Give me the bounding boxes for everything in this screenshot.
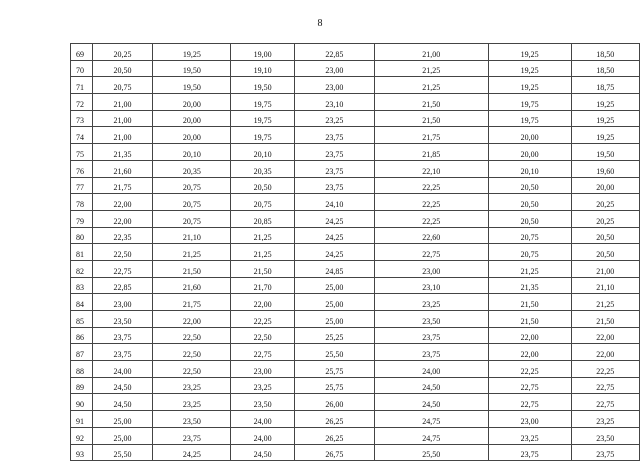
table-row [71,127,640,144]
value-cell: 22,00 [488,344,571,361]
row-index-cell: 86 [71,327,93,344]
value-cell: 23,00 [92,294,153,311]
value-cell: 24,50 [92,394,153,411]
value-cell: 25,00 [294,277,374,294]
row-index-cell: 90 [71,394,93,411]
value-cell: 22,00 [571,327,639,344]
value-cell: 25,00 [294,294,374,311]
value-cell: 21,10 [571,277,639,294]
table-row [71,277,640,294]
row-index-cell: 87 [71,344,93,361]
table-body [71,44,640,461]
value-cell: 22,75 [488,394,571,411]
value-cell: 22,00 [92,210,153,227]
value-cell: 21,50 [488,311,571,328]
value-cell: 21,25 [374,60,488,77]
value-cell: 21,25 [488,260,571,277]
value-cell: 23,00 [294,77,374,94]
value-cell: 20,50 [571,227,639,244]
value-cell: 20,10 [488,160,571,177]
row-index-cell: 73 [71,110,93,127]
table-row [71,377,640,394]
value-cell: 22,85 [92,277,153,294]
row-index-cell: 85 [71,311,93,328]
value-cell: 20,00 [488,144,571,161]
value-cell: 23,00 [294,60,374,77]
value-cell: 24,50 [374,377,488,394]
value-cell: 22,50 [153,344,231,361]
value-cell: 23,75 [571,444,639,461]
value-cell: 21,00 [92,127,153,144]
row-index-cell: 92 [71,427,93,444]
table-row [71,244,640,261]
value-cell: 25,00 [294,311,374,328]
value-cell: 19,25 [488,60,571,77]
value-cell: 23,75 [294,160,374,177]
value-cell: 21,00 [374,44,488,61]
value-cell: 19,25 [571,94,639,111]
value-cell: 25,50 [294,344,374,361]
value-cell: 21,50 [374,110,488,127]
value-cell: 25,75 [294,361,374,378]
value-cell: 20,00 [488,127,571,144]
value-cell: 23,25 [374,294,488,311]
value-cell: 24,85 [294,260,374,277]
value-cell: 20,85 [231,210,295,227]
table-row [71,210,640,227]
value-cell: 24,00 [231,427,295,444]
value-cell: 20,75 [92,77,153,94]
table-row [71,194,640,211]
table-row [71,177,640,194]
table-row [71,411,640,428]
value-cell: 21,50 [374,94,488,111]
value-cell: 23,25 [571,411,639,428]
value-cell: 18,50 [571,60,639,77]
table-row [71,294,640,311]
table-row [71,361,640,378]
row-index-cell: 84 [71,294,93,311]
table-row [71,160,640,177]
value-cell: 23,75 [92,327,153,344]
value-cell: 26,00 [294,394,374,411]
row-index-cell: 72 [71,94,93,111]
value-cell: 20,75 [488,244,571,261]
value-cell: 22,75 [231,344,295,361]
value-cell: 23,50 [571,427,639,444]
value-cell: 21,25 [231,244,295,261]
value-cell: 25,00 [92,411,153,428]
value-cell: 19,25 [571,110,639,127]
value-cell: 23,25 [153,377,231,394]
value-cell: 23,50 [374,311,488,328]
value-cell: 21,75 [92,177,153,194]
value-cell: 18,50 [571,44,639,61]
value-cell: 21,00 [92,110,153,127]
value-cell: 19,25 [571,127,639,144]
value-cell: 20,75 [153,177,231,194]
row-index-cell: 82 [71,260,93,277]
value-cell: 21,35 [92,144,153,161]
row-index-cell: 80 [71,227,93,244]
value-cell: 22,50 [92,244,153,261]
value-cell: 22,25 [571,361,639,378]
value-cell: 20,75 [153,210,231,227]
table-row [71,94,640,111]
value-cell: 23,50 [153,411,231,428]
table-row [71,311,640,328]
value-cell: 24,75 [374,427,488,444]
value-cell: 19,50 [571,144,639,161]
value-cell: 20,50 [488,210,571,227]
value-cell: 22,75 [571,394,639,411]
value-cell: 23,00 [488,411,571,428]
row-index-cell: 78 [71,194,93,211]
value-cell: 24,10 [294,194,374,211]
table-row [71,427,640,444]
value-cell: 23,10 [294,94,374,111]
value-cell: 22,50 [231,327,295,344]
value-cell: 19,00 [231,44,295,61]
value-cell: 22,00 [92,194,153,211]
row-index-cell: 93 [71,444,93,461]
value-cell: 22,25 [374,210,488,227]
value-cell: 20,35 [231,160,295,177]
value-cell: 23,50 [92,311,153,328]
value-cell: 26,25 [294,427,374,444]
value-cell: 21,00 [571,260,639,277]
table-row [71,77,640,94]
value-cell: 20,25 [571,194,639,211]
value-cell: 23,75 [488,444,571,461]
value-cell: 23,75 [153,427,231,444]
value-cell: 24,25 [153,444,231,461]
value-cell: 24,25 [294,227,374,244]
value-cell: 23,75 [374,327,488,344]
value-cell: 21,35 [488,277,571,294]
value-cell: 20,35 [153,160,231,177]
row-index-cell: 76 [71,160,93,177]
value-cell: 23,00 [231,361,295,378]
value-cell: 20,00 [153,110,231,127]
value-cell: 19,75 [488,110,571,127]
value-cell: 21,00 [92,94,153,111]
value-cell: 21,60 [153,277,231,294]
row-index-cell: 91 [71,411,93,428]
value-cell: 23,25 [488,427,571,444]
value-cell: 23,75 [374,344,488,361]
value-cell: 20,25 [571,210,639,227]
value-cell: 24,75 [374,411,488,428]
row-index-cell: 81 [71,244,93,261]
table-row [71,110,640,127]
value-cell: 22,85 [294,44,374,61]
value-cell: 19,75 [231,94,295,111]
value-cell: 22,25 [374,177,488,194]
value-cell: 22,00 [153,311,231,328]
value-cell: 19,50 [153,77,231,94]
value-cell: 23,75 [294,177,374,194]
value-cell: 19,25 [488,44,571,61]
value-cell: 25,50 [92,444,153,461]
value-cell: 24,00 [92,361,153,378]
value-cell: 23,25 [153,394,231,411]
table-row [71,260,640,277]
value-cell: 24,00 [374,361,488,378]
row-index-cell: 89 [71,377,93,394]
value-cell: 22,00 [571,344,639,361]
value-cell: 23,25 [231,377,295,394]
value-cell: 22,50 [153,361,231,378]
value-cell: 19,75 [231,110,295,127]
row-index-cell: 77 [71,177,93,194]
value-cell: 20,10 [153,144,231,161]
value-cell: 21,50 [571,311,639,328]
value-cell: 22,35 [92,227,153,244]
row-index-cell: 74 [71,127,93,144]
value-cell: 21,25 [374,77,488,94]
value-cell: 19,25 [488,77,571,94]
value-cell: 23,10 [374,277,488,294]
value-cell: 25,75 [294,377,374,394]
value-cell: 22,50 [153,327,231,344]
row-index-cell: 69 [71,44,93,61]
value-cell: 25,50 [374,444,488,461]
value-cell: 22,75 [488,377,571,394]
value-cell: 21,50 [488,294,571,311]
value-cell: 24,25 [294,244,374,261]
value-cell: 21,25 [231,227,295,244]
row-index-cell: 83 [71,277,93,294]
value-cell: 22,10 [374,160,488,177]
value-cell: 20,25 [92,44,153,61]
value-cell: 20,00 [571,177,639,194]
value-cell: 19,75 [231,127,295,144]
value-cell: 21,85 [374,144,488,161]
page-number: 8 [317,18,323,29]
value-cell: 21,10 [153,227,231,244]
row-index-cell: 88 [71,361,93,378]
value-cell: 24,50 [374,394,488,411]
value-cell: 21,50 [153,260,231,277]
value-cell: 21,75 [153,294,231,311]
table-row [71,327,640,344]
value-cell: 19,50 [153,60,231,77]
value-cell: 21,75 [374,127,488,144]
value-cell: 22,00 [231,294,295,311]
value-cell: 21,60 [92,160,153,177]
value-cell: 22,75 [374,244,488,261]
value-cell: 20,00 [153,94,231,111]
value-cell: 22,75 [92,260,153,277]
table-row [71,394,640,411]
value-cell: 19,10 [231,60,295,77]
value-cell: 21,25 [571,294,639,311]
value-cell: 23,75 [294,127,374,144]
value-cell: 24,00 [231,411,295,428]
value-cell: 22,75 [571,377,639,394]
value-cell: 21,25 [153,244,231,261]
value-cell: 25,25 [294,327,374,344]
value-cell: 20,75 [488,227,571,244]
value-cell: 19,60 [571,160,639,177]
value-cell: 24,50 [231,444,295,461]
value-cell: 20,50 [488,194,571,211]
value-cell: 23,25 [294,110,374,127]
value-cell: 19,75 [488,94,571,111]
value-cell: 23,75 [92,344,153,361]
table-row [71,44,640,61]
data-table [70,43,640,461]
value-cell: 23,00 [374,260,488,277]
value-cell: 21,70 [231,277,295,294]
row-index-cell: 79 [71,210,93,227]
value-cell: 24,25 [294,210,374,227]
value-cell: 26,75 [294,444,374,461]
value-cell: 21,50 [231,260,295,277]
value-cell: 20,50 [571,244,639,261]
value-cell: 25,00 [92,427,153,444]
value-cell: 22,25 [374,194,488,211]
value-cell: 20,75 [231,194,295,211]
table-row [71,144,640,161]
row-index-cell: 75 [71,144,93,161]
value-cell: 19,50 [231,77,295,94]
value-cell: 22,25 [488,361,571,378]
value-cell: 26,25 [294,411,374,428]
value-cell: 22,25 [231,311,295,328]
value-cell: 20,75 [153,194,231,211]
value-cell: 22,60 [374,227,488,244]
value-cell: 20,50 [231,177,295,194]
row-index-cell: 70 [71,60,93,77]
row-index-cell: 71 [71,77,93,94]
value-cell: 20,00 [153,127,231,144]
table-row [71,344,640,361]
table-row [71,444,640,461]
value-cell: 20,10 [231,144,295,161]
value-cell: 18,75 [571,77,639,94]
value-cell: 19,25 [153,44,231,61]
table-row [71,227,640,244]
value-cell: 22,00 [488,327,571,344]
table-row [71,60,640,77]
value-cell: 20,50 [92,60,153,77]
value-cell: 23,50 [231,394,295,411]
value-cell: 20,50 [488,177,571,194]
value-cell: 23,75 [294,144,374,161]
value-cell: 24,50 [92,377,153,394]
